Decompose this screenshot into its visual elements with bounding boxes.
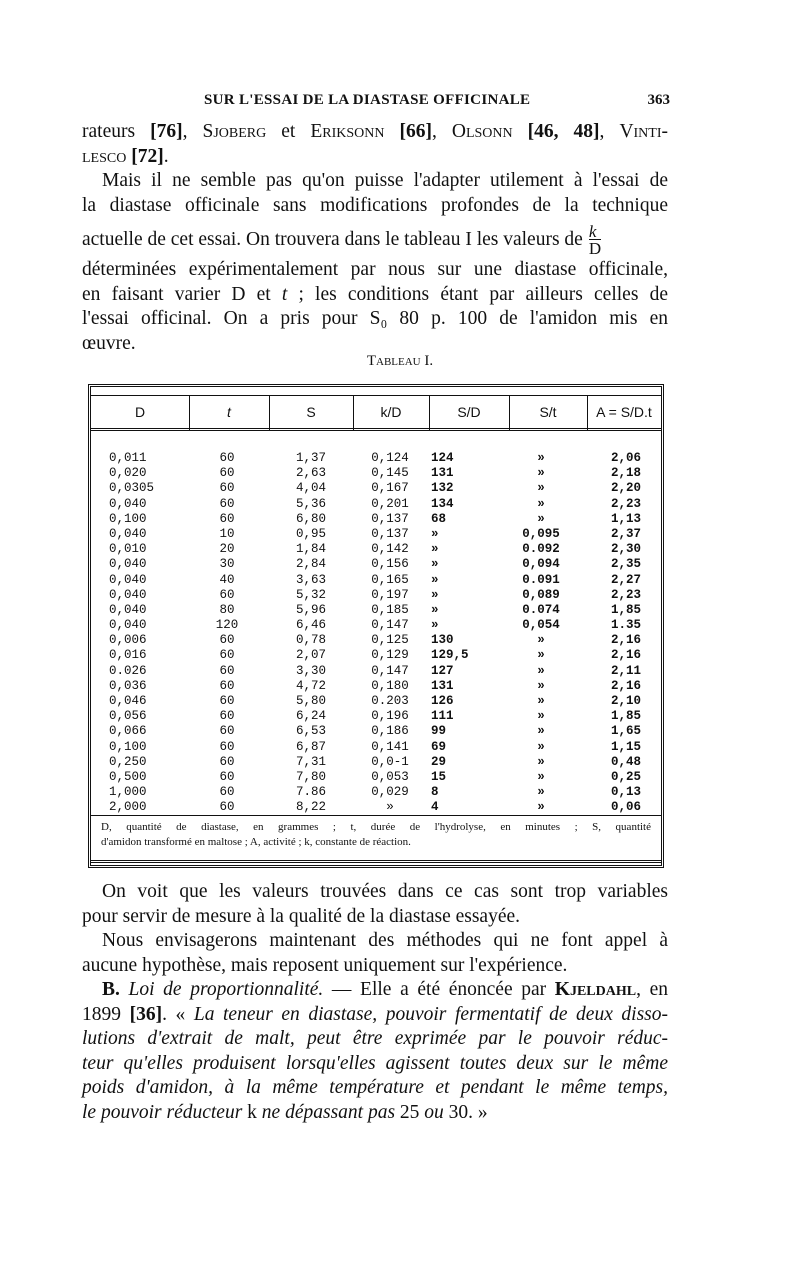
cell-s-over-d: 134 xyxy=(431,496,454,511)
cell-k-over-d: 0,185 xyxy=(371,602,409,617)
column-divider xyxy=(353,395,354,431)
col-header-t: t xyxy=(227,404,231,420)
cell-d: 0.026 xyxy=(109,663,147,678)
table-row xyxy=(91,588,661,603)
cell-s-over-d: » xyxy=(431,587,439,602)
cell-k-over-d: 0,197 xyxy=(371,587,409,602)
page-number: 363 xyxy=(647,92,670,108)
table-header xyxy=(91,395,661,431)
cell-s-over-t: » xyxy=(537,739,545,754)
cell-s: 7,80 xyxy=(295,769,326,784)
cell-activity: 1,15 xyxy=(610,739,641,754)
cell-activity: 2,23 xyxy=(610,587,641,602)
cell-activity: 2,16 xyxy=(610,648,641,663)
table-row xyxy=(91,466,661,481)
cell-s-over-d: 124 xyxy=(431,451,454,465)
text-line: pour servir de mesure à la qualité de la diastase essayée. xyxy=(82,905,521,927)
column-divider xyxy=(189,395,190,431)
cell-d: 0,100 xyxy=(109,511,147,526)
text-line: rateurs [76], Sjoberg et Eriksonn [66], Olsonn [46, 48], Vinti- xyxy=(82,121,668,142)
author-name: lesco xyxy=(82,145,127,167)
cell-s: 7,31 xyxy=(295,754,326,769)
cell-activity: 2,30 xyxy=(610,542,641,557)
table-row xyxy=(91,664,661,679)
column-divider xyxy=(509,395,510,431)
cell-s: 4,72 xyxy=(295,678,326,693)
cell-k-over-d: 0,186 xyxy=(371,724,409,739)
cell-s-over-d: » xyxy=(431,557,439,572)
cell-k-over-d: 0,137 xyxy=(371,526,409,541)
cell-s-over-t: » xyxy=(537,769,545,784)
cell-d: 0,011 xyxy=(109,451,147,465)
column-divider xyxy=(429,395,430,431)
text-line: l'essai officinal. On a pris pour S₀ 80 p. 100 de l'amidon mis en xyxy=(82,308,668,329)
cell-k-over-d: 0,029 xyxy=(371,785,409,800)
table-row xyxy=(91,618,661,633)
author-name: Sjoberg xyxy=(202,121,267,142)
cell-k-over-d: 0,142 xyxy=(371,542,409,557)
cell-s-over-d: 131 xyxy=(431,466,454,481)
cell-t: 60 xyxy=(219,663,235,678)
citation: [72] xyxy=(131,145,164,167)
cell-s-over-d: » xyxy=(431,542,439,557)
cell-s-over-t: » xyxy=(537,496,545,511)
conclusion-paragraph xyxy=(82,880,668,1125)
cell-s-over-t: 0,054 xyxy=(522,618,560,633)
intro-paragraph xyxy=(82,120,668,356)
text-line: le pouvoir réducteur k ne dépassant pas 25 ou 30. » xyxy=(82,1101,488,1123)
cell-d: 0,040 xyxy=(109,587,147,602)
cell-s-over-d: 4 xyxy=(431,800,439,815)
text-line: 1899 [36]. « La teneur en diastase, pouvoir fermentatif de deux disso- xyxy=(82,1003,669,1025)
column-divider xyxy=(587,395,588,431)
cell-s: 0,78 xyxy=(295,633,326,648)
cell-t: 40 xyxy=(219,572,235,587)
cell-s-over-t: » xyxy=(537,466,545,481)
table-row xyxy=(91,512,661,527)
cell-activity: 0,06 xyxy=(610,800,641,815)
cell-s: 5,36 xyxy=(295,496,326,511)
table-row xyxy=(91,740,661,755)
cell-k-over-d: 0,137 xyxy=(371,511,409,526)
legend-line: D, quantité de diastase, en grammes ; t, durée de l'hydrolyse, en minutes ; S, quantité xyxy=(101,821,651,833)
cell-t: 60 xyxy=(219,511,235,526)
cell-k-over-d: 0,180 xyxy=(371,678,409,693)
cell-k-over-d: 0,201 xyxy=(371,496,409,511)
cell-s: 3,30 xyxy=(295,663,326,678)
cell-t: 60 xyxy=(219,739,235,754)
cell-s: 6,24 xyxy=(295,709,326,724)
cell-s-over-t: 0,094 xyxy=(522,557,560,572)
cell-k-over-d: 0,167 xyxy=(371,481,409,496)
cell-k-over-d: 0.203 xyxy=(371,694,409,708)
table-row xyxy=(91,481,661,496)
cell-s: 4,04 xyxy=(295,481,326,496)
cell-activity: 1,65 xyxy=(610,724,641,739)
cell-s-over-t: » xyxy=(537,785,545,800)
cell-activity: 2,23 xyxy=(610,496,641,511)
text-line: lutions d'extrait de malt, peut être exprimée par le pouvoir réduc- xyxy=(82,1028,668,1049)
cell-s-over-d: 29 xyxy=(431,754,447,769)
cell-s: 0,95 xyxy=(295,526,326,541)
text-line: en faisant varier D et t ; les conditions étant par ailleurs celles de xyxy=(82,283,668,305)
cell-activity: 2,10 xyxy=(610,694,641,708)
table-row xyxy=(91,694,661,709)
cell-d: 0,006 xyxy=(109,633,147,648)
cell-activity: 0,13 xyxy=(610,785,641,800)
citation: [66] xyxy=(399,121,432,142)
cell-d: 0,040 xyxy=(109,602,147,617)
cell-d: 0,046 xyxy=(109,694,147,708)
text-line: la diastase officinale sans modifications profondes de la technique xyxy=(82,194,668,216)
cell-s: 1,84 xyxy=(295,542,326,557)
table-row xyxy=(91,648,661,663)
k-over-d-fraction: $\frac{k}{D}$ xyxy=(588,222,602,259)
cell-s-over-t: 0.091 xyxy=(522,572,560,587)
cell-s: 5,32 xyxy=(295,587,326,602)
cell-s-over-t: » xyxy=(537,694,545,708)
cell-s: 2,84 xyxy=(295,557,326,572)
cell-t: 60 xyxy=(219,800,235,815)
cell-s-over-d: 8 xyxy=(431,785,439,800)
cell-s: 6,53 xyxy=(295,724,326,739)
cell-k-over-d: 0,147 xyxy=(371,663,409,678)
cell-t: 60 xyxy=(219,754,235,769)
cell-d: 0,040 xyxy=(109,557,147,572)
cell-s-over-t: » xyxy=(537,663,545,678)
cell-s: 2,63 xyxy=(295,466,326,481)
cell-s-over-d: 99 xyxy=(431,724,447,739)
cell-k-over-d: 0,053 xyxy=(371,769,409,784)
column-divider xyxy=(269,395,270,431)
cell-activity: 2,20 xyxy=(610,481,641,496)
cell-s-over-d: 111 xyxy=(431,709,454,724)
cell-s-over-d: 131 xyxy=(431,678,454,693)
cell-s-over-t: » xyxy=(537,451,545,465)
cell-s-over-t: » xyxy=(537,481,545,496)
cell-k-over-d: 0,147 xyxy=(371,618,409,633)
cell-d: 0,500 xyxy=(109,769,147,784)
cell-s-over-d: » xyxy=(431,602,439,617)
text-line: lesco [72]. xyxy=(82,145,169,167)
text-line: aucune hypothèse, mais reposent uniquement sur l'expérience. xyxy=(82,954,568,976)
cell-activity: 1,13 xyxy=(610,511,641,526)
cell-d: 0,036 xyxy=(109,678,147,693)
cell-d: 0,040 xyxy=(109,526,147,541)
cell-activity: 1,85 xyxy=(610,602,641,617)
cell-s-over-d: 68 xyxy=(431,511,447,526)
cell-s: 7.86 xyxy=(295,785,326,800)
author-name: Vinti- xyxy=(619,121,668,142)
cell-activity: 0,48 xyxy=(610,754,641,769)
text-line: Mais il ne semble pas qu'on puisse l'adapter utilement à l'essai de xyxy=(102,170,668,191)
cell-s-over-d: 69 xyxy=(431,739,447,754)
table-row xyxy=(91,451,661,466)
cell-s-over-t: 0,095 xyxy=(522,526,560,541)
cell-s-over-d: 132 xyxy=(431,481,454,496)
cell-activity: 2,06 xyxy=(610,451,641,465)
cell-s-over-d: » xyxy=(431,618,439,633)
cell-k-over-d: 0,156 xyxy=(371,557,409,572)
cell-d: 0,020 xyxy=(109,466,147,481)
cell-s-over-t: » xyxy=(537,724,545,739)
table-row xyxy=(91,770,661,785)
cell-s-over-d: » xyxy=(431,526,439,541)
cell-s: 6,80 xyxy=(295,511,326,526)
cell-t: 120 xyxy=(215,618,239,633)
text-line: poids d'amidon, à la même température et pendant le même temps, xyxy=(82,1077,668,1098)
cell-t: 10 xyxy=(219,526,235,541)
cell-k-over-d: 0,196 xyxy=(371,709,409,724)
table-row xyxy=(91,679,661,694)
cell-activity: 2,37 xyxy=(610,526,641,541)
table-title: Tableau I. xyxy=(366,353,434,369)
cell-k-over-d: 0,165 xyxy=(371,572,409,587)
cell-t: 60 xyxy=(219,678,235,693)
running-header xyxy=(82,92,670,112)
cell-activity: 0,25 xyxy=(610,769,641,784)
table-body xyxy=(91,451,661,816)
table-row xyxy=(91,542,661,557)
table-row xyxy=(91,724,661,739)
table-row xyxy=(91,755,661,770)
cell-t: 60 xyxy=(219,496,235,511)
cell-d: 0,0305 xyxy=(109,481,155,496)
col-header-k-over-d: k/D xyxy=(380,404,402,420)
cell-d: 0,100 xyxy=(109,739,147,754)
cell-s-over-d: 127 xyxy=(431,663,454,678)
cell-activity: 2,16 xyxy=(610,633,641,648)
cell-d: 0,040 xyxy=(109,572,147,587)
cell-t: 60 xyxy=(219,633,235,648)
cell-k-over-d: 0,145 xyxy=(371,466,409,481)
table-row xyxy=(91,557,661,572)
cell-k-over-d: 0,0‑1 xyxy=(371,754,409,769)
text-line: On voit que les valeurs trouvées dans ce cas sont trop variables xyxy=(102,881,668,902)
table-row xyxy=(91,800,661,815)
text-line: Nous envisagerons maintenant des méthodes qui ne font appel à xyxy=(102,930,668,951)
cell-activity: 2,35 xyxy=(610,557,641,572)
cell-t: 60 xyxy=(219,481,235,496)
cell-s: 3,63 xyxy=(295,572,326,587)
cell-s-over-d: 129,5 xyxy=(431,648,469,663)
table-row xyxy=(91,527,661,542)
citation: [36] xyxy=(129,1003,163,1025)
cell-s: 6,87 xyxy=(295,739,326,754)
author-name: Eriksonn xyxy=(310,121,385,142)
author-name: Kjeldahl xyxy=(554,979,637,1000)
cell-s: 6,46 xyxy=(295,618,326,633)
cell-s-over-d: » xyxy=(431,572,439,587)
cell-s-over-t: » xyxy=(537,648,545,663)
cell-d: 0,066 xyxy=(109,724,147,739)
legend-line: d'amidon transformé en maltose ; A, activité ; k, constante de réaction. xyxy=(101,836,411,848)
col-header-d: D xyxy=(134,404,146,420)
cell-k-over-d: 0,125 xyxy=(371,633,409,648)
cell-s: 1,37 xyxy=(295,451,326,465)
cell-t: 60 xyxy=(219,709,235,724)
cell-d: 2,000 xyxy=(109,800,147,815)
text-line: œuvre. xyxy=(82,332,136,354)
cell-d: 0,010 xyxy=(109,542,147,557)
cell-activity: 1.35 xyxy=(610,618,641,633)
cell-s-over-t: » xyxy=(537,511,545,526)
table-row xyxy=(91,573,661,588)
citation: [76] xyxy=(150,121,183,142)
cell-t: 30 xyxy=(219,557,235,572)
cell-d: 0,250 xyxy=(109,754,147,769)
col-header-s-over-d: S/D xyxy=(457,404,481,420)
cell-s-over-t: » xyxy=(537,709,545,724)
cell-k-over-d: 0,141 xyxy=(371,739,409,754)
cell-s-over-t: » xyxy=(537,800,545,815)
cell-s-over-d: 130 xyxy=(431,633,454,648)
cell-d: 1,000 xyxy=(109,785,147,800)
col-header-s-over-t: S/t xyxy=(539,404,557,420)
cell-s-over-t: » xyxy=(537,678,545,693)
cell-t: 60 xyxy=(219,785,235,800)
cell-s-over-t: 0,089 xyxy=(522,587,560,602)
cell-k-over-d: 0,129 xyxy=(371,648,409,663)
cell-activity: 2,16 xyxy=(610,678,641,693)
cell-t: 60 xyxy=(219,648,235,663)
text-line: teur qu'elles produisent lorsqu'elles agissent toutes deux sur le même xyxy=(82,1052,668,1074)
table-row xyxy=(91,497,661,512)
cell-s-over-d: 126 xyxy=(431,694,454,708)
data-table xyxy=(88,384,664,868)
cell-activity: 2,27 xyxy=(610,572,641,587)
citation: [46, 48] xyxy=(527,121,600,142)
cell-s-over-t: 0.074 xyxy=(522,602,560,617)
table-legend xyxy=(91,815,661,863)
cell-k-over-d: » xyxy=(386,800,394,815)
cell-t: 20 xyxy=(219,542,235,557)
col-header-s: S xyxy=(306,404,316,420)
table-row xyxy=(91,785,661,800)
cell-activity: 2,18 xyxy=(610,466,641,481)
cell-s: 8,22 xyxy=(295,800,326,815)
cell-s-over-d: 15 xyxy=(431,769,447,784)
cell-t: 60 xyxy=(219,466,235,481)
cell-d: 0,016 xyxy=(109,648,147,663)
text-line: actuelle de cet essai. On trouvera dans le tableau I les valeurs de $\frac{k}{D}$ xyxy=(82,222,602,259)
text-line: déterminées expérimentalement par nous sur une diastase officinale, xyxy=(82,259,668,280)
cell-t: 60 xyxy=(219,769,235,784)
col-header-activity: A = S/D.t xyxy=(596,404,652,420)
cell-s: 5,96 xyxy=(295,602,326,617)
cell-s-over-t: » xyxy=(537,633,545,648)
header-title: SUR L'ESSAI DE LA DIASTASE OFFICINALE xyxy=(204,92,531,108)
text-line: B. Loi de proportionnalité. — Elle a été énoncée par Kjeldahl, en xyxy=(102,979,668,1000)
cell-s-over-t: » xyxy=(537,754,545,769)
cell-activity: 1,85 xyxy=(610,709,641,724)
cell-t: 60 xyxy=(219,694,235,708)
table-row xyxy=(91,709,661,724)
cell-d: 0,056 xyxy=(109,709,147,724)
cell-d: 0,040 xyxy=(109,618,147,633)
section-heading: Loi de proportionnalité. xyxy=(128,979,324,1000)
table-row xyxy=(91,633,661,648)
table-row xyxy=(91,603,661,618)
cell-t: 60 xyxy=(219,451,235,465)
cell-s: 5,80 xyxy=(295,694,326,708)
cell-t: 60 xyxy=(219,724,235,739)
cell-t: 60 xyxy=(219,587,235,602)
cell-activity: 2,11 xyxy=(610,663,641,678)
cell-s: 2,07 xyxy=(295,648,326,663)
cell-d: 0,040 xyxy=(109,496,147,511)
author-name: Olsonn xyxy=(451,121,513,142)
cell-t: 80 xyxy=(219,602,235,617)
cell-k-over-d: 0,124 xyxy=(371,451,409,465)
cell-s-over-t: 0.092 xyxy=(522,542,560,557)
